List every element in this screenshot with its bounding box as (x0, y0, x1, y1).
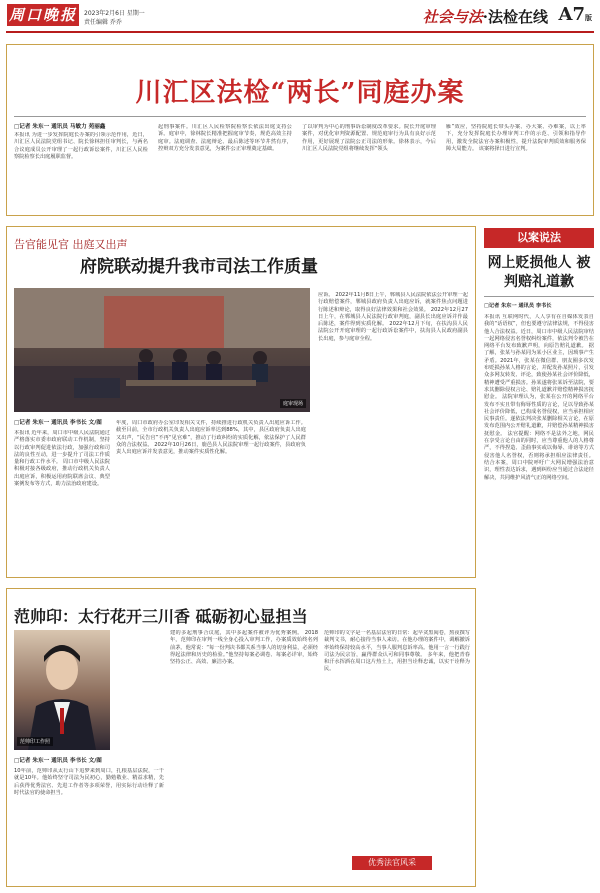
section-title-post: ·法检在线 (482, 8, 548, 26)
story3-col3: 范帅印的文字是一名基层法官的日常：起早贪黑阅卷，熬夜撰写裁判文书，耐心接待当事人来访。在他办理的案件中，调解撤诉率始终保持较高水平，当事人服判息诉率高。他用一言一行践行司法为民宗旨，赢得群众认可和同事尊敬。 多年来，他把青春和汗水挥洒在周口这片热土上，用担当诠释忠诚，以实干诠释为民。 (324, 630, 470, 673)
column-stamp: 优秀法官风采 (352, 856, 432, 870)
story3-byline: □记者 朱东一 通讯员 李书长 文/图 (14, 758, 102, 764)
court-hearing-illustration (14, 288, 310, 412)
section-title-pre: 社会与法 (422, 8, 483, 26)
page-editor: 责任编辑 乔乔 (84, 19, 122, 26)
masthead-rule (6, 31, 594, 33)
issue-date: 2023年2月6日 星期一 (84, 10, 145, 17)
page-number (559, 4, 593, 25)
story2-byline: □记者 朱东一 通讯员 李书长 文/图 (14, 420, 102, 426)
story1-rule (14, 116, 586, 117)
story3-headline: 范帅印：太行花开三川香 砥砺初心显担当 (14, 607, 308, 626)
story1-col2: 起刑事案件。川汇区人民检察院检察长依法出庭支持公诉。庭审中，徐林院长精准把握庭审节奏，规范高效主持庭审。法庭调查、法庭辩论、最后陈述等环节井然有序，控辩双方充分发表意见，为案件公正审理奠定基础。 (158, 124, 292, 152)
story3-col2: 建的多起刑事合议庭，其中多起案件被评为优秀案例。 2018年，范帅印在审判一线全身心投入审判工作，办案质效始终名列前茅。他常说：“每一份判决书都关系当事人的切身利益，必须经得起法律和历史的检验。”他坚持每案必调卷、每案必详审，始终坚持公正、高效、廉洁办案。 (170, 630, 318, 666)
section-title (423, 6, 548, 27)
story2-col2: 年度，周口市政府办公室印发相关文件，持续推进行政机关负责人出庭应诉工作。截至目前，全市行政机关负责人出庭应诉率达到88%，其中，县区政府负责人出庭又出声，“民告官”不再“见官难”，推动了行政纠纷的实质化解，依法保护了人民群众的合法权益。 2022年10月26日，鹿邑县人民法院审理一起行政案件，县政府负责人出庭应诉并发表意见，推动案件实质性化解。 (116, 420, 306, 456)
story1-headline: 川汇区法检“两长”同庭办案 (135, 78, 465, 108)
photo-caption: 庭审现场 (280, 399, 306, 408)
story1-byline: □记者 朱东一 通讯员 马敏力 苑丽鑫 (14, 124, 106, 130)
page-number-value: A7 (558, 4, 585, 25)
sidebar-tag: 以案说法 (484, 228, 594, 248)
judge-portrait (14, 630, 110, 750)
sidebar-body: 本报讯 互联网时代，人人享有在自媒体发表自我的“话语权”，但也要遵守法律法规，不得侵害他人合法权益。近日，周口市中级人民法院审结一起网络侵害名誉权纠纷案件，依法判令被告在网络平台发布致歉声明，向原告赔礼道歉。 据了解，张某与孙某同为某小区业主，因琐事产生矛盾。2021年，张某在微信群、朋友圈多次发布贬损孙某人格的言论，并配发孙某照片，引发众多网友转发、评论，致使孙某社会评价降低，精神遭受严重损害。孙某遂将张某诉至法院，要求其删除侵权言论、赔礼道歉并赔偿精神损害抚慰金。 法院审理认为，张某在公开的网络平台发布不实且带有侮辱性质的言论，足以导致孙某社会评价降低，已构成名誉侵权，应当承担相应民事责任。遂依法判决张某删除相关言论，在原发布范围内公开赔礼道歉，并赔偿孙某精神损害抚慰金。 法官提醒：网络不是法外之地，网民在享受言论自由的同时，应当尊重他人的人格尊严，不得捏造、歪曲事实或以侮辱、诽谤等方式侵害他人名誉权，否则将承担相应法律责任。 结合本案，周口中院呼吁广大网民增强法治意识，理性表达诉求，遇到纠纷应当通过合法途径解决，共同维护风清气正的网络空间。 (484, 314, 594, 481)
court-hearing-photo (14, 288, 310, 412)
sidebar-headline: 网上贬损他人 被判赔礼道歉 (487, 255, 591, 290)
page-number-suffix: 版 (585, 13, 592, 22)
story1-col1: 本报讯 为进一步发挥院庭长办案的引领示范作用，近日，川汇区人民法院党组书记、院长徐林担任审判长，与两名合议庭成员公开审理了一起行政诉讼案件，川汇区人民检察院检察长出庭履职监督。 (14, 132, 148, 160)
sidebar-byline: □记者 朱东一 通讯员 李书长 (484, 303, 552, 309)
story1-col3: 了以审判为中心的刑事诉讼制度改革要求。院长开庭审理案件，对优化审判资源配置、规范庭审行为具有良好示范作用，更好展现了法院公正司法的形象。徐林表示，今后川汇区人民法院党组将继续发挥“领头 (302, 124, 436, 152)
story2-headline: 府院联动提升我市司法工作质量 (80, 257, 318, 277)
story2-col3: 应诉。 2022年11月8日上午，郸城县人民法院依法公开审理一起行政赔偿案件，郸城县政府负责人出庭应诉，就案件焦点问题进行陈述和辩论，取得良好法律效果和社会效果。 2022年12月27日上午，在郸城县人民法院行政审判庭，副县长出庭应诉并作最后陈述，案件得到实质化解。 2022年12月下旬，在扶沟县人民法院公开开庭审理的一起行政诉讼案件中，扶沟县人民政府副县长出庭，参与庭审全程。 (318, 292, 468, 342)
portrait-caption: 范帅印工作照 (17, 737, 53, 746)
judge-portrait-illustration (14, 630, 110, 750)
newspaper-logo: 周口晚报 (8, 6, 77, 24)
sidebar-rule (484, 296, 594, 297)
story1-col4: 雁”效应，坚持院庭长带头办案、办大案、办难案，以上率下，充分发挥院庭长办理审判工作的示范、引领和指导作用，激发全院法官办案积极性，提升法院审判质效和服务保障大局能力。 该案将择日进行宣判。 (446, 124, 586, 152)
story2-col1: 本报讯 近年来，周口市中级人民法院通过严格落实市委市政府联动工作机制，坚持以行政审判促进依法行政，加强行政和司法的良性互动，进一步提升了司法工作质量和行政工作水平。 周口市中级人民法院积极对接各级政府，推动行政机关负责人出庭应诉，积极运用府院联席会议、典型案例发布等方式，助力法治政府建设。 (14, 430, 110, 488)
story2-kicker: 告官能见官 出庭又出声 (14, 238, 128, 251)
story3-col1: 10年前，范帅印从太行山下追梦来到周口，扎根基层法院，一干就是10年。他始终坚守司法为民初心，勤勉敬业、精益求精，先后获得优秀法官、先进工作者等多项荣誉，用实际行动诠释了新时代法官的使命担当。 (14, 768, 164, 796)
